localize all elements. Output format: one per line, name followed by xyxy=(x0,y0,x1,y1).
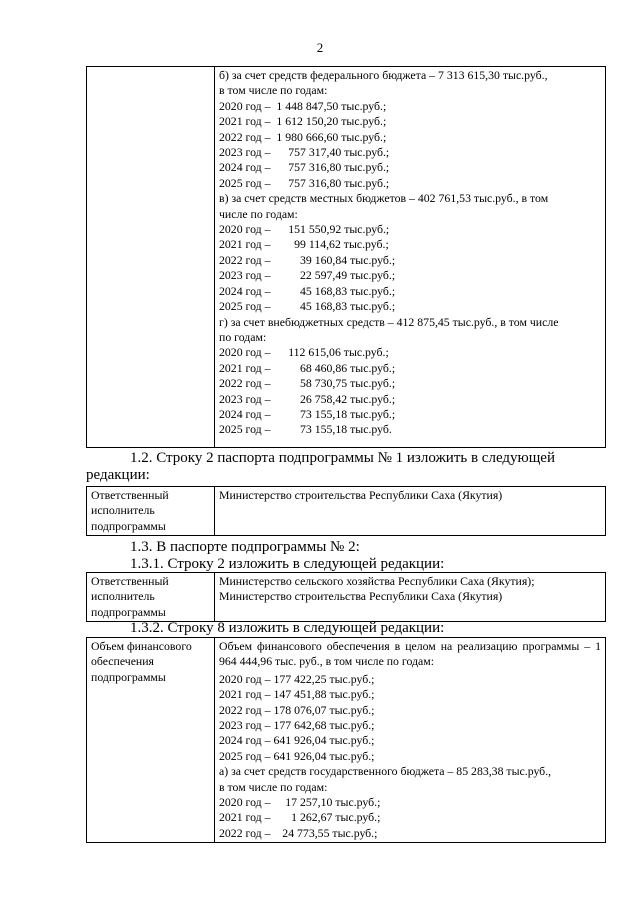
budget-line: 2023 год – 757 317,40 тыс.руб.; xyxy=(219,145,390,160)
paragraph-1-2-line1: 1.2. Строку 2 паспорта подпрограммы № 1 изложить в следующей xyxy=(130,450,555,466)
paragraph-1-3-2 xyxy=(86,620,606,637)
financing-lines-cell xyxy=(215,638,606,843)
responsible-value-cell: Министерство строительства Республики Саха (Якутия) xyxy=(215,487,606,536)
budget-line: в том числе по годам: xyxy=(219,83,328,98)
responsible-table-1 xyxy=(86,486,606,536)
budget-line: 2021 год – 68 460,86 тыс.руб.; xyxy=(219,360,396,375)
financing-line: 2021 год – 1 262,67 тыс.руб.; xyxy=(219,810,381,825)
financing-line: 2024 год – 641 926,04 тыс.руб.; xyxy=(219,733,375,748)
paragraph-1-2-line2: редакции: xyxy=(86,467,150,483)
budget-line: 2024 год – 73 155,18 тыс.руб.; xyxy=(219,406,396,421)
financing-line: 2022 год – 24 773,55 тыс.руб.; xyxy=(219,825,378,840)
financing-line: а) за счет средств государственного бюджета – 85 283,38 тыс.руб., xyxy=(219,764,552,779)
paragraph-1-3 xyxy=(86,539,606,556)
paragraph-1-3-text: 1.3. В паспорте подпрограммы № 2: xyxy=(130,539,360,555)
budget-line: по годам: xyxy=(219,329,267,344)
budget-line: 2022 год – 58 730,75 тыс.руб.; xyxy=(219,376,396,391)
budget-line: 2025 год – 73 155,18 тыс.руб. xyxy=(219,422,392,437)
budget-line: 2020 год – 112 615,06 тыс.руб.; xyxy=(219,345,389,360)
responsible-line: Министерство строительства Республики Саха (Якутия) xyxy=(219,589,503,604)
budget-lines-cell xyxy=(215,67,606,448)
paragraph-1-3-1-text: 1.3.1. Строку 2 изложить в следующей редакции: xyxy=(130,556,445,572)
budget-line: 2021 год – 99 114,62 тыс.руб.; xyxy=(219,237,389,252)
financing-line: 2025 год – 641 926,04 тыс.руб.; xyxy=(219,748,375,763)
responsible-line: Министерство сельского хозяйства Республики Саха (Якутия); xyxy=(219,574,535,588)
budget-table-continued xyxy=(86,66,606,448)
financing-line: 2021 год – 147 451,88 тыс.руб.; xyxy=(219,687,375,702)
paragraph-1-3-2-text: 1.3.2. Строку 8 изложить в следующей редакции: xyxy=(130,620,445,636)
financing-line: 2022 год – 178 076,07 тыс.руб.; xyxy=(219,702,375,717)
financing-label-cell: Объем финансового обеспечения подпрограммы xyxy=(87,638,215,843)
financing-table xyxy=(86,637,606,843)
budget-line: 2023 год – 26 758,42 тыс.руб.; xyxy=(219,391,396,406)
financing-line: 2020 год – 177 422,25 тыс.руб.; xyxy=(219,671,375,686)
budget-line: 2022 год – 1 980 666,60 тыс.руб.; xyxy=(219,129,387,144)
budget-line: числе по годам: xyxy=(219,206,298,221)
budget-line: 2023 год – 22 597,49 тыс.руб.; xyxy=(219,268,396,283)
budget-line: 2020 год – 1 448 847,50 тыс.руб.; xyxy=(219,98,387,113)
budget-line: г) за счет внебюджетных средств – 412 875,45 тыс.руб., в том числе xyxy=(219,314,559,329)
financing-line: в том числе по годам: xyxy=(219,779,328,794)
budget-line: 2025 год – 45 168,83 тыс.руб.; xyxy=(219,299,396,314)
budget-line: 2021 год – 1 612 150,20 тыс.руб.; xyxy=(219,114,387,129)
budget-line: 2024 год – 45 168,83 тыс.руб.; xyxy=(219,283,396,298)
responsible-value-cell xyxy=(215,573,606,622)
responsible-label-cell: Ответственный исполнитель подпрограммы xyxy=(87,573,215,622)
budget-line: б) за счет средств федерального бюджета – 7 313 615,30 тыс.руб., xyxy=(219,68,548,82)
budget-line: в) за счет средств местных бюджетов – 402 761,53 тыс.руб., в том xyxy=(219,191,549,206)
responsible-table-2 xyxy=(86,572,606,622)
paragraph-1-2 xyxy=(86,450,606,484)
budget-line: 2020 год – 151 550,92 тыс.руб.; xyxy=(219,222,390,237)
page-number: 2 xyxy=(316,40,324,55)
budget-line: 2022 год – 39 160,84 тыс.руб.; xyxy=(219,252,396,267)
empty-label-cell xyxy=(87,67,215,448)
budget-line: 2025 год – 757 316,80 тыс.руб.; xyxy=(219,175,390,190)
financing-line: 2020 год – 17 257,10 тыс.руб.; xyxy=(219,795,381,810)
financing-line: 2023 год – 177 642,68 тыс.руб.; xyxy=(219,718,375,733)
budget-line: 2024 год – 757 316,80 тыс.руб.; xyxy=(219,160,390,175)
responsible-label-cell: Ответственный исполнитель подпрограммы xyxy=(87,487,215,536)
financing-intro: Объем финансового обеспечения в целом на реализацию программы – 1 964 444,96 тыс. руб., в том числе по годам: xyxy=(219,639,601,669)
paragraph-1-3-1 xyxy=(86,556,606,573)
